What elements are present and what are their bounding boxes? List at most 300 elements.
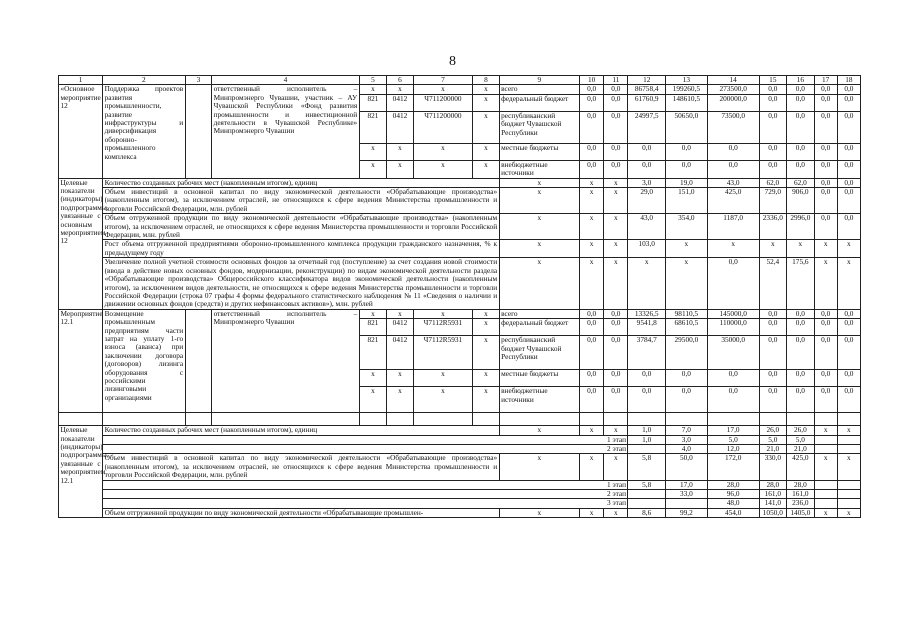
value-cell: 73500,0 [707, 111, 759, 143]
indicator-row [59, 240, 861, 258]
value-cell: 0,0 [837, 309, 860, 318]
value-cell: 103,0 [628, 240, 665, 258]
rzpr-cell: x [387, 85, 413, 94]
value-cell: 3784,7 [628, 336, 665, 370]
funding-source-cell: местные бюджеты [499, 143, 579, 160]
value-cell: x [580, 426, 604, 435]
grbs-cell: 821 [359, 336, 387, 370]
value-cell: 0,0 [604, 143, 628, 160]
value-cell [837, 435, 860, 444]
value-cell: x [604, 426, 628, 435]
rzpr-cell: 0412 [387, 94, 413, 111]
value-cell: 0,0 [787, 94, 815, 111]
funding-source-cell: местные бюджеты [499, 370, 579, 387]
empty-cell [103, 413, 186, 426]
value-cell: 161,0 [759, 489, 787, 498]
value-cell: 0,0 [759, 336, 787, 370]
value-cell: 4,0 [665, 444, 707, 453]
value-cell: x [580, 240, 604, 258]
value-cell: 151,0 [665, 188, 707, 214]
value-cell [837, 489, 860, 498]
indicator-text-cell: Объем отгруженной продукции по виду экономической деятельности «Обрабатывающие производства» (накопленным итогом), за исключением отраслей, не относящихся к сфере ведения Министерства промышленности и торговли Российской Федерации, млн. рублей [104, 213, 498, 240]
value-cell: 86758,4 [628, 85, 665, 94]
value-cell: 729,0 [759, 188, 787, 214]
page-number: 8 [449, 54, 456, 69]
value-cell: 0,0 [814, 214, 837, 240]
value-cell: 200000,0 [707, 94, 759, 111]
value-cell: 24997,5 [628, 111, 665, 143]
header-cell: 10 [580, 76, 604, 85]
value-cell: 9541,8 [628, 319, 665, 336]
value-cell: 0,0 [665, 143, 707, 160]
value-cell: 1187,0 [707, 214, 759, 240]
value-cell: 0,0 [580, 143, 604, 160]
value-cell: x [499, 240, 579, 258]
value-cell: 0,0 [787, 111, 815, 143]
executor-cell: ответственный исполнитель – Минпромэнерго Чувашии [212, 309, 360, 412]
value-cell: 0,0 [787, 143, 815, 160]
vr-cell: x [473, 85, 499, 94]
grbs-cell: 821 [359, 319, 387, 336]
value-cell: 0,0 [759, 160, 787, 178]
empty-cell [185, 413, 211, 426]
value-cell: 7,0 [665, 426, 707, 435]
csr-cell: x [413, 143, 472, 160]
rzpr-cell: 0412 [387, 336, 413, 370]
csr-cell: Ч711200000 [413, 94, 472, 111]
value-cell: 96,0 [707, 489, 759, 498]
value-cell: 68610,5 [665, 319, 707, 336]
value-cell: 0,0 [628, 143, 665, 160]
value-cell: x [665, 258, 707, 309]
rzpr-cell: x [387, 143, 413, 160]
value-cell: x [814, 240, 837, 258]
value-cell: 0,0 [787, 336, 815, 370]
value-cell: 0,0 [814, 319, 837, 336]
value-cell: 48,0 [707, 499, 759, 508]
value-cell: 52,4 [759, 258, 787, 309]
measure-name-cell: Мероприятие 12.1 [59, 309, 103, 412]
value-cell: x [604, 214, 628, 240]
value-cell: 5,0 [759, 435, 787, 444]
value-cell: 13326,5 [628, 309, 665, 318]
value-cell: 172,0 [707, 454, 759, 480]
rzpr-cell: x [387, 370, 413, 387]
empty-cell [499, 413, 579, 426]
value-cell: 0,0 [628, 160, 665, 178]
value-cell: 0,0 [628, 370, 665, 387]
value-cell: 0,0 [628, 387, 665, 413]
value-cell: 43,0 [707, 178, 759, 187]
vr-cell: x [473, 370, 499, 387]
value-cell: 5,0 [707, 435, 759, 444]
indicator-row [59, 188, 861, 214]
csr-cell: x [413, 309, 472, 318]
value-cell: 50,0 [665, 454, 707, 480]
value-cell: x [604, 178, 628, 187]
header-cell: 4 [212, 76, 360, 85]
csr-cell: x [413, 387, 472, 413]
value-cell: 0,0 [580, 336, 604, 370]
value-cell: 0,0 [814, 387, 837, 413]
rzpr-cell: x [387, 160, 413, 178]
empty-cell [837, 413, 860, 426]
value-cell: 1405,0 [787, 508, 815, 517]
value-cell: 0,0 [814, 178, 837, 187]
value-cell [837, 480, 860, 489]
header-cell: 7 [413, 76, 472, 85]
value-cell: x [837, 508, 860, 517]
value-cell: x [837, 426, 860, 435]
stage-row [59, 489, 861, 498]
value-cell: 21,0 [787, 444, 815, 453]
value-cell: 0,0 [814, 336, 837, 370]
value-cell: 5,8 [628, 480, 665, 489]
value-cell: x [604, 240, 628, 258]
value-cell: 0,0 [604, 85, 628, 94]
value-cell: x [580, 178, 604, 187]
value-cell: 19,0 [665, 178, 707, 187]
empty-cell [665, 413, 707, 426]
value-cell [814, 489, 837, 498]
value-cell: 0,0 [759, 143, 787, 160]
value-cell: 0,0 [814, 111, 837, 143]
rzpr-cell: 0412 [387, 319, 413, 336]
value-cell: 28,0 [787, 480, 815, 489]
value-cell: 0,0 [707, 143, 759, 160]
value-cell: 61760,9 [628, 94, 665, 111]
header-cell: 9 [499, 76, 579, 85]
value-cell: x [814, 508, 837, 517]
value-cell: 0,0 [837, 178, 860, 187]
grbs-cell: 821 [359, 94, 387, 111]
value-cell: 2336,0 [759, 214, 787, 240]
value-cell: 17,0 [707, 426, 759, 435]
header-cell: 3 [185, 76, 211, 85]
value-cell: 33,0 [665, 489, 707, 498]
value-cell: 0,0 [580, 160, 604, 178]
rzpr-cell: x [387, 387, 413, 413]
value-cell: 28,0 [759, 480, 787, 489]
grbs-cell: x [359, 160, 387, 178]
vr-cell: x [473, 319, 499, 336]
value-cell: 62,0 [787, 178, 815, 187]
grbs-cell: x [359, 387, 387, 413]
value-cell: 3,0 [628, 178, 665, 187]
value-cell: 0,0 [580, 370, 604, 387]
value-cell [814, 499, 837, 508]
value-cell: 425,0 [787, 454, 815, 480]
empty-cell [185, 309, 211, 412]
stage-row [59, 435, 861, 444]
value-cell: 26,0 [759, 426, 787, 435]
value-cell: 0,0 [787, 319, 815, 336]
value-cell: 1,0 [628, 435, 665, 444]
header-cell: 2 [103, 76, 186, 85]
funding-source-cell: республиканский бюджет Чувашской Республики [499, 336, 579, 370]
vr-cell: x [473, 143, 499, 160]
value-cell: 99,2 [665, 508, 707, 517]
value-cell: x [759, 240, 787, 258]
value-cell: 454,0 [707, 508, 759, 517]
indicator-row [59, 454, 861, 480]
value-cell: 175,6 [787, 258, 815, 309]
value-cell: 98110,5 [665, 309, 707, 318]
header-cell: 5 [359, 76, 387, 85]
value-cell: 0,0 [814, 143, 837, 160]
funding-source-cell: республиканский бюджет Чувашской Республики [499, 111, 579, 143]
value-cell: x [499, 188, 579, 214]
value-cell: x [499, 454, 579, 480]
value-cell: 0,0 [759, 387, 787, 413]
value-cell: 5,8 [628, 454, 665, 480]
value-cell: 43,0 [628, 214, 665, 240]
value-cell: 0,0 [759, 319, 787, 336]
csr-cell: Ч711200000 [413, 111, 472, 143]
value-cell: 0,0 [604, 336, 628, 370]
value-cell: x [499, 258, 579, 309]
value-cell: 8,6 [628, 508, 665, 517]
value-cell: 236,0 [787, 499, 815, 508]
indicator-group-label: Целевые показатели (индикаторы) подпрограммы, увязанные с основным мероприятием 12 [59, 178, 103, 309]
value-cell: 0,0 [759, 111, 787, 143]
value-cell: 62,0 [759, 178, 787, 187]
value-cell: x [604, 508, 628, 517]
funding-row [59, 85, 861, 94]
value-cell: 0,0 [787, 309, 815, 318]
indicator-text-cell: Количество созданных рабочих мест (накопленным итогом), единиц [103, 426, 500, 435]
header-cell: 11 [604, 76, 628, 85]
value-cell: 21,0 [759, 444, 787, 453]
value-cell: 0,0 [837, 370, 860, 387]
value-cell: 148610,5 [665, 94, 707, 111]
value-cell [814, 480, 837, 489]
value-cell: x [604, 188, 628, 214]
value-cell: 35000,0 [707, 336, 759, 370]
vr-cell: x [473, 387, 499, 413]
value-cell: 0,0 [837, 188, 860, 214]
value-cell: 50650,0 [665, 111, 707, 143]
value-cell: x [499, 508, 579, 517]
executor-cell: ответственный исполнитель – Минпромэнерго Чувашии, участник – АУ Чувашской Республики «Фонд развития промышленности и инвестиционной деятельности в Чувашской Республике» Минпромэнерго Чувашии [212, 85, 360, 178]
rzpr-cell: x [387, 309, 413, 318]
value-cell: 0,0 [604, 309, 628, 318]
vr-cell: x [473, 336, 499, 370]
grbs-cell: x [359, 143, 387, 160]
indicator-text-cell: Объем инвестиций в основной капитал по виду экономической деятельности «Обрабатывающие производства» (накопленным итогом), за исключением отраслей, не относящихся к сфере ведения Министерства промышленности и торговли Российской Федерации, млн. рублей [104, 187, 498, 213]
stage-label-cell: 1 этап [103, 435, 628, 444]
measure-name-cell: «Основное мероприятие 12 [59, 85, 103, 178]
value-cell: 2996,0 [787, 214, 815, 240]
value-cell: 110000,0 [707, 319, 759, 336]
value-cell: x [837, 454, 860, 480]
grbs-cell: x [359, 85, 387, 94]
value-cell: x [604, 258, 628, 309]
value-cell: 141,0 [759, 499, 787, 508]
value-cell: 330,0 [759, 454, 787, 480]
value-cell: 0,0 [604, 111, 628, 143]
value-cell: 0,0 [814, 160, 837, 178]
value-cell: 0,0 [814, 309, 837, 318]
value-cell: 0,0 [665, 370, 707, 387]
value-cell: 0,0 [814, 85, 837, 94]
value-cell: x [499, 214, 579, 240]
value-cell: 0,0 [837, 160, 860, 178]
value-cell: 0,0 [837, 143, 860, 160]
grbs-cell: 821 [359, 111, 387, 143]
value-cell: x [837, 258, 860, 309]
value-cell [628, 489, 665, 498]
value-cell: x [580, 454, 604, 480]
value-cell: 5,0 [787, 435, 815, 444]
header-cell: 1 [59, 76, 103, 85]
empty-cell [580, 413, 604, 426]
empty-cell [787, 413, 815, 426]
value-cell: 0,0 [604, 319, 628, 336]
value-cell: 0,0 [580, 309, 604, 318]
value-cell: 26,0 [787, 426, 815, 435]
measure-title-cell: Поддержка проектов развития промышленности, развитие инфраструктуры и диверсификация оборонно-промышленного комплекса [103, 85, 186, 178]
indicator-text-cell: Увеличение полной учетной стоимости основных фондов за отчетный год (поступление) за счет создания новой стоимости (ввода в действие новых основных фондов, модернизации, реконструкции) по видам экономической деятельности раздела «Обрабатывающие производства» Общероссийского классификатора видов экономической деятельности (накопленным итогом), за исключением видов деятельности, не относящихся к сфере ведения Министерства промышленности и торговли Российской Федерации (строка 07 графы 4 формы федерального статистического наблюдения № 11 «Сведения о наличии и движении основных фондов (средств) и других нефинансовых активов»), млн. рублей [104, 257, 498, 309]
header-cell: 16 [787, 76, 815, 85]
value-cell: 906,0 [787, 188, 815, 214]
value-cell: 0,0 [580, 111, 604, 143]
rzpr-cell: 0412 [387, 111, 413, 143]
value-cell: 28,0 [707, 480, 759, 489]
value-cell: 12,0 [707, 444, 759, 453]
value-cell: 0,0 [814, 188, 837, 214]
value-cell: 0,0 [787, 160, 815, 178]
vr-cell: x [473, 160, 499, 178]
grbs-cell: x [359, 370, 387, 387]
stage-label-cell: 1 этап [103, 480, 628, 489]
value-cell: 161,0 [787, 489, 815, 498]
vr-cell: x [473, 111, 499, 143]
value-cell: 0,0 [787, 387, 815, 413]
csr-cell: x [413, 370, 472, 387]
value-cell: 0,0 [759, 309, 787, 318]
csr-cell: Ч7112R5931 [413, 319, 472, 336]
stage-label-cell: 2 этап [103, 489, 628, 498]
value-cell: 0,0 [814, 94, 837, 111]
value-cell [628, 499, 665, 508]
value-cell: 0,0 [837, 214, 860, 240]
value-cell: 0,0 [837, 387, 860, 413]
value-cell: x [580, 508, 604, 517]
value-cell: 0,0 [837, 319, 860, 336]
value-cell [665, 499, 707, 508]
indicator-text-cell: Количество созданных рабочих мест (накопленным итогом), единиц [103, 178, 500, 187]
stage-row [59, 499, 861, 508]
value-cell: 0,0 [604, 387, 628, 413]
value-cell: 0,0 [837, 111, 860, 143]
value-cell: 29500,0 [665, 336, 707, 370]
value-cell: 0,0 [707, 160, 759, 178]
value-cell: x [814, 454, 837, 480]
csr-cell: x [413, 85, 472, 94]
value-cell: 0,0 [580, 387, 604, 413]
header-cell: 13 [665, 76, 707, 85]
value-cell: 0,0 [604, 370, 628, 387]
indicator-text-cell: Объем инвестиций в основной капитал по виду экономической деятельности «Обрабатывающие производства» (накопленным итогом), за исключением отраслей, не относящихся к сфере ведения Министерства промышленности и торговли Российской Федерации, млн. рублей [104, 453, 498, 480]
value-cell: 0,0 [759, 85, 787, 94]
value-cell: 0,0 [665, 160, 707, 178]
value-cell: x [707, 240, 759, 258]
value-cell: 29,0 [628, 188, 665, 214]
funding-source-cell: федеральный бюджет [499, 319, 579, 336]
value-cell: 0,0 [707, 258, 759, 309]
header-cell: 15 [759, 76, 787, 85]
value-cell: 0,0 [787, 85, 815, 94]
value-cell: x [837, 240, 860, 258]
measure-title-cell: Возмещение промышленным предприятиям части затрат на уплату 1-го взноса (аванса) при заключении договора (договоров) лизинга оборудования с российскими лизинговыми организациями [103, 309, 186, 412]
value-cell: 354,0 [665, 214, 707, 240]
indicator-row [59, 508, 861, 517]
stage-row [59, 480, 861, 489]
header-cell: 14 [707, 76, 759, 85]
funding-source-cell: федеральный бюджет [499, 94, 579, 111]
value-cell: 0,0 [580, 94, 604, 111]
indicator-row [59, 426, 861, 435]
value-cell: x [580, 258, 604, 309]
value-cell: 0,0 [665, 387, 707, 413]
empty-cell [59, 413, 103, 426]
header-cell: 6 [387, 76, 413, 85]
header-cell: 18 [837, 76, 860, 85]
indicator-row [59, 214, 861, 240]
value-cell: x [787, 240, 815, 258]
funding-source-cell: всего [499, 309, 579, 318]
empty-cell [604, 413, 628, 426]
empty-cell [185, 85, 211, 178]
budget-table [58, 75, 861, 518]
funding-source-cell: всего [499, 85, 579, 94]
value-cell: 273500,0 [707, 85, 759, 94]
value-cell: x [499, 178, 579, 187]
stage-label-cell: 3 этап [103, 499, 628, 508]
value-cell: 0,0 [604, 160, 628, 178]
empty-cell [212, 413, 360, 426]
value-cell: x [665, 240, 707, 258]
value-cell: 1050,0 [759, 508, 787, 517]
header-cell: 12 [628, 76, 665, 85]
empty-cell [473, 413, 499, 426]
value-cell: 17,0 [665, 480, 707, 489]
value-cell: 1,0 [628, 426, 665, 435]
value-cell: 425,0 [707, 188, 759, 214]
vr-cell: x [473, 94, 499, 111]
funding-source-cell: внебюджетные источники [499, 160, 579, 178]
value-cell: 199260,5 [665, 85, 707, 94]
empty-cell [359, 413, 387, 426]
csr-cell: Ч7112R5931 [413, 336, 472, 370]
grbs-cell: x [359, 309, 387, 318]
value-cell: 0,0 [787, 370, 815, 387]
value-cell: 0,0 [837, 336, 860, 370]
value-cell: 0,0 [707, 370, 759, 387]
stage-label-cell: 2 этап [103, 444, 628, 453]
value-cell: x [580, 214, 604, 240]
value-cell: 0,0 [837, 85, 860, 94]
empty-cell [759, 413, 787, 426]
value-cell: x [814, 258, 837, 309]
empty-cell [413, 413, 472, 426]
value-cell: 145000,0 [707, 309, 759, 318]
funding-source-cell: внебюджетные источники [499, 387, 579, 413]
value-cell: 0,0 [814, 370, 837, 387]
value-cell: 0,0 [580, 319, 604, 336]
value-cell: 0,0 [759, 94, 787, 111]
